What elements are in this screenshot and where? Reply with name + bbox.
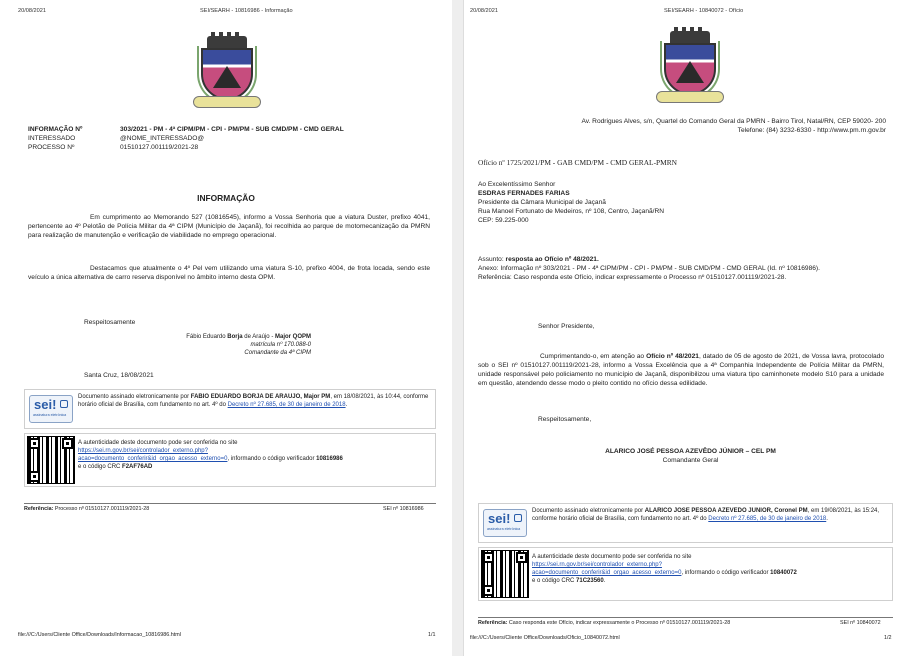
address-line: Av. Rodrigues Alves, s/n, Quartel do Comando Geral da PMRN - Bairro Tirol, Natal/RN, CEP 59020- 200 <box>581 118 886 125</box>
document-page-informacao <box>0 0 453 656</box>
meta-value: 303/2021 - PM - 4ª CIPM/PM - CPI - PM/PM - SUB CMD/PM - CMD GERAL <box>120 126 344 133</box>
institution-address <box>486 117 886 135</box>
meta-value: 01510127.001119/2021-28 <box>120 144 199 151</box>
attachment: Anexo: Informação nº 303/2021 - PM - 4ª CIPM/PM - CPI - PM/PM - SUB CMD/PM - CMD GERAL (Id. nº 10816986). <box>478 265 820 272</box>
signer-rank: Major QOPM <box>274 334 311 340</box>
document-title: INFORMAÇÃO <box>197 193 255 203</box>
print-date: 20/08/2021 <box>18 8 46 14</box>
signer-name: de Araújo - <box>242 334 275 340</box>
signer-matricula: matrícula nº 170.088-0 <box>250 342 311 348</box>
qr-code-icon <box>27 436 75 484</box>
print-title: SEI/SEARH - 10840072 - Ofício <box>664 8 744 14</box>
crc-code: 71C23560 <box>576 578 604 584</box>
decree-link[interactable]: Decreto nº 27.685, de 30 de janeiro de 2018 <box>708 516 827 522</box>
oficio-number: Ofício nº 1725/2021/PM - GAB CMD/PM - CMD GERAL-PMRN <box>478 158 677 167</box>
paragraph-1: Em cumprimento ao Memorando 527 (10816545), informo a Vossa Senhoria que a viatura Duster, prefixo 4041, pertencente ao 4º Pelotão de Polícia Militar da 4ª CIPM (Município de Jaçanã), foi recolhida ao parque de motomecanização da PMRN para realização de manutenção e verificação de viabilidade no emprego operacional. <box>28 214 430 239</box>
greeting: Senhor Presidente, <box>538 323 595 330</box>
authenticity-text: A autenticidade deste documento pode ser conferida no site https://sei.rn.gov.br/sei/controlador_externo.php? acao=documento_conferir&id_orgao_acesso_externo=0, informando o código verificador 10840072 e o código CRC 71C23560. <box>532 554 797 584</box>
decree-link[interactable]: Decreto nº 27.685, de 30 de janeiro de 2018 <box>227 402 346 408</box>
document-meta <box>28 125 428 152</box>
footer-sei-number: SEI nº 10816986 <box>383 506 424 512</box>
contact-line: Telefone: (84) 3232-6330 - http://www.pm.rn.gov.br <box>737 127 886 134</box>
authenticity-box <box>24 433 436 487</box>
meta-label: INFORMAÇÃO Nº <box>28 126 83 133</box>
print-date: 20/08/2021 <box>470 8 498 14</box>
paragraph-2: Destacamos que atualmente o 4º Pel vem utilizando uma viatura S-10, prefixo 4004, de frota locada, sendo este veículo a única alternativa de carro reserva disponível no âmbito interno desta OPM. <box>28 265 430 281</box>
coat-of-arms-emblem <box>656 31 724 109</box>
page-gap <box>452 0 463 656</box>
footer-sei-number: SEI nº 10840072 <box>840 620 881 626</box>
signature-text: Documento assinado eletronicamente por ALARICO JOSE PESSOA AZEVEDO JUNIOR, Coronel PM, em 19/08/2021, às 15:24, conforme horário oficial de Brasília, com fundamento no art. 4º do Decreto nº 27.685, de 30 de janeiro de 2018. <box>532 508 880 522</box>
addressee-block: Ao Excelentíssimo Senhor ESDRAS FERNADES FARIAS Presidente da Câmara Municipal de Jaçanã Rua Manoel Fortunato de Medeiros, nº 108, Centro, Jaçanã/RN CEP: 59.225-000 <box>478 180 898 225</box>
subject-block: Assunto: resposta ao Ofício nº 48/2021. Anexo: Informação nº 303/2021 - PM - 4ª CIPM/PM - CPI - PM/PM - SUB CMD/PM - CMD GERAL (Id. nº 10816986). Referência: Caso responda este Ofício, indicar expressamente o Processo nº 01510127.001119/2021-28. <box>478 255 898 282</box>
signer-name: ALARICO JOSÉ PESSOA AZEVÊDO JÚNIOR – CEL PM <box>605 448 776 455</box>
document-page-oficio <box>463 0 916 656</box>
verifier-code: 10816986 <box>316 456 343 462</box>
footer-reference: Referência: Processo nº 01510127.001119/2021-28 <box>24 506 150 512</box>
signer-name-bold: Borja <box>227 334 243 340</box>
signature-block <box>464 447 916 465</box>
print-file-path: file:///C:/Users/Cliente Office/Downloads/Informacao_10816986.html <box>18 632 181 638</box>
verify-link[interactable]: https://sei.rn.gov.br/sei/controlador_externo.php? <box>532 562 662 568</box>
print-page-number: 1/1 <box>428 632 436 638</box>
authenticity-text: A autenticidade deste documento pode ser conferida no site https://sei.rn.gov.br/sei/controlador_externo.php? acao=documento_conferir&id_orgao_acesso_externo=0, informando o código verificador 10816986 e o código CRC F2AF76AD <box>78 440 343 470</box>
print-page-number: 1/2 <box>884 635 892 641</box>
sei-logo: sei! assinatura eletrônica <box>29 395 73 423</box>
meta-label: PROCESSO Nº <box>28 144 75 151</box>
signature-name: ALARICO JOSE PESSOA AZEVEDO JUNIOR, Coronel PM <box>644 508 808 514</box>
meta-value: @NOME_INTERESSADO@ <box>120 135 205 142</box>
lock-icon <box>60 400 68 408</box>
place-date: Santa Cruz, 18/08/2021 <box>84 372 154 379</box>
coat-of-arms-emblem <box>193 36 261 114</box>
signature-name: FABIO EDUARDO BORJA DE ARAUJO, Major PM <box>190 394 331 400</box>
print-file-path: file:///C:/Users/Cliente Office/Downloads/Oficio_10840072.html <box>470 635 620 641</box>
meta-label: INTERESSADO <box>28 135 76 142</box>
reference: Referência: Caso responda este Ofício, indicar expressamente o Processo nº 01510127.001119/2021-28. <box>478 274 787 281</box>
signer-role: Comandante da 4ª CIPM <box>244 350 311 356</box>
electronic-signature-box <box>24 389 436 429</box>
verify-link-params[interactable]: acao=documento_conferir&id_orgao_acesso_externo=0 <box>78 456 228 462</box>
verify-link[interactable]: https://sei.rn.gov.br/sei/controlador_externo.php? <box>78 448 208 454</box>
authenticity-box <box>478 547 893 601</box>
closing: Respeitosamente, <box>538 416 592 423</box>
signature-block <box>150 333 311 357</box>
footer-reference: Referência: Caso responda este Ofício, indicar expressamente o Processo nº 01510127.001119/2021-28 <box>478 620 731 626</box>
sei-logo: sei! assinatura eletrônica <box>483 509 527 537</box>
signer-role: Comandante Geral <box>662 457 719 464</box>
verify-link-params[interactable]: acao=documento_conferir&id_orgao_acesso_externo=0 <box>532 570 682 576</box>
subject: resposta ao Ofício nº 48/2021. <box>505 256 599 263</box>
qr-code-icon <box>481 550 529 598</box>
body-paragraph: Cumprimentando-o, em atenção ao Ofício nº 48/2021, datado de 05 de agosto de 2021, de Vossa lavra, protocolado sob o SEI nº 01510127.001119/2021-28, informo a Vossa Excelência que a 4ª Companhia Independente de Polícia Militar da PMRN, unidade responsável pelo policiamento no município de Jaçanã, disponibilizou uma viatura tipo caminhonete modelo S10 para a unidade em questão, atendendo desse modo o pleito contido no ofício dessa edilidade. <box>478 353 884 387</box>
crc-code: F2AF76AD <box>122 464 153 470</box>
closing: Respeitosamente <box>84 319 136 326</box>
signature-text: Documento assinado eletronicamente por FABIO EDUARDO BORJA DE ARAUJO, Major PM, em 18/08/2021, às 10:44, conforme horário oficial de Brasília, com fundamento no art. 4º do Decreto nº 27.685, de 30 de janeiro de 2018. <box>78 394 429 408</box>
print-title: SEI/SEARH - 10816986 - Informação <box>200 8 293 14</box>
signer-name: Fábio Eduardo <box>186 334 228 340</box>
electronic-signature-box <box>478 503 893 543</box>
addressee-name: ESDRAS FERNADES FARIAS <box>478 190 570 197</box>
lock-icon <box>514 514 522 522</box>
verifier-code: 10840072 <box>770 570 797 576</box>
